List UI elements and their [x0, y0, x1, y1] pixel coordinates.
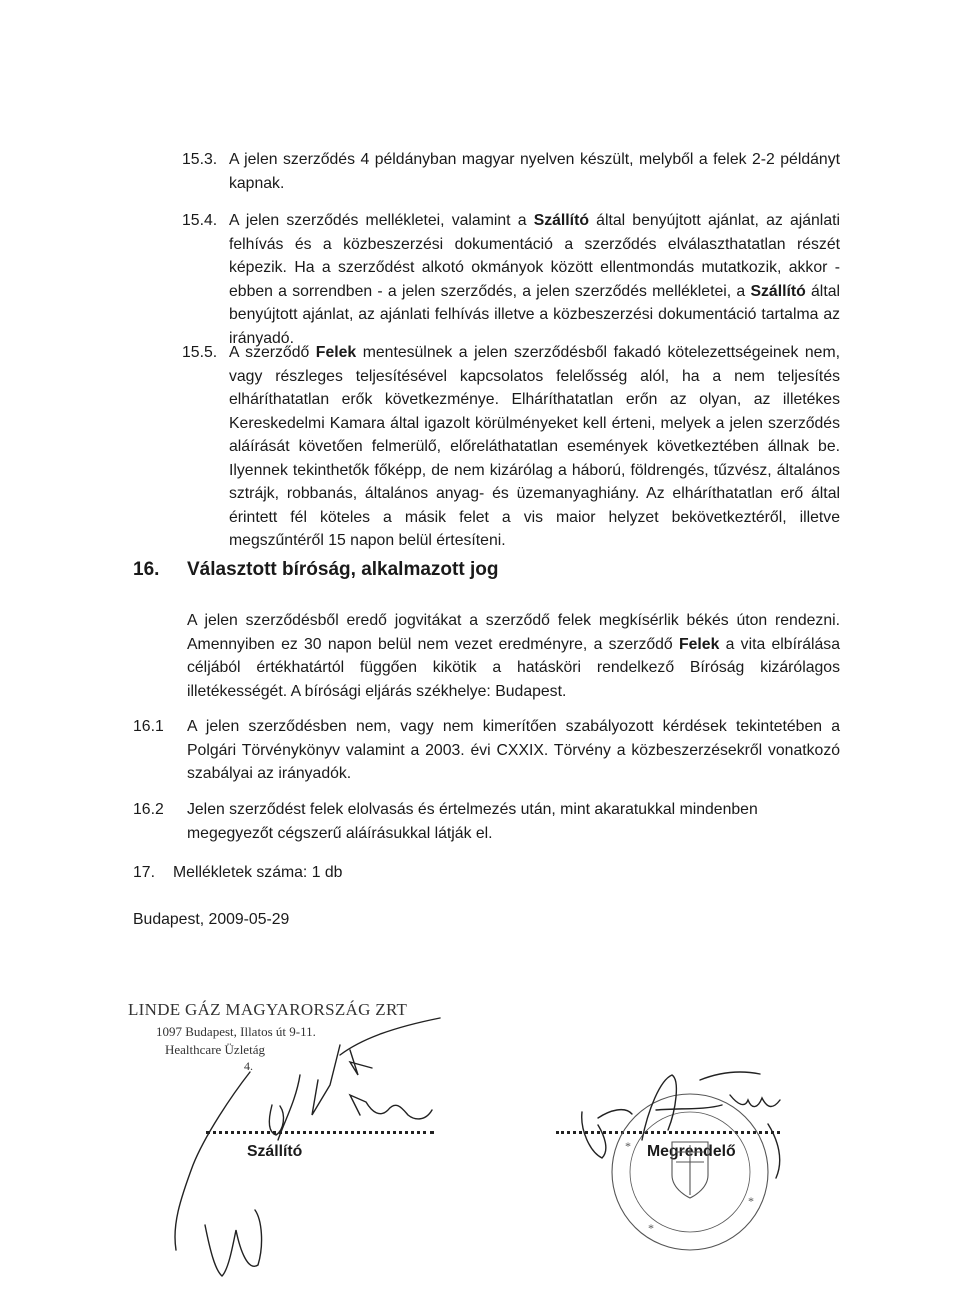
svg-text:*: * — [625, 1139, 631, 1153]
clause-15-5-text: A szerződő Felek mentesülnek a jelen szerződésből fakadó kötelezettségeinek nem, vagy részleges teljesítésével kapcsolatos felelősség alól, ha a nem teljesítés elháríthatatlan erők következménye. Elháríthatatlan erőn az olyan, az illetékes Kereskedelmi Kamara által igazolt körülményeket kell érteni, melyek a jelen szerződés aláírását követően felmerülő, előreláthatatlan események következtében állnak be. Ilyennek tekinthetők főképp, de nem kizárólag a háború, földrengés, tűzvész, általános sztrájk, robbanás, általános anyag- és üzemanyaghiány. Az elháríthatatlan erő által érintett fél köteles a másik felet a vis maior helyzet bekövetkeztéről, illetve megszűntéről 15 napon belül értesíteni. — [229, 344, 840, 549]
clause-number-15-5: 15.5. — [182, 344, 218, 361]
clause-number-16-1: 16.1 — [133, 718, 164, 735]
supplier-stamp-division: Healthcare Üzletág — [165, 1042, 265, 1057]
supplier-stamp-name: LINDE GÁZ MAGYARORSZÁG ZRT — [128, 1000, 408, 1019]
clause-number-17: 17. — [133, 864, 155, 881]
clause-15-4-text: A jelen szerződés mellékletei, valamint a Szállító által benyújtott ajánlat, az ajánlati felhívás és a közbeszerzési dokumentáció a szerződés elválaszthatatlan részét képezik. Ha a szerződést alkotó okmányok között ellentmondás mutatkozik, akkor - ebben a sorrendben - a jelen szerződés, a jelen szerződés mellékletei, a Szállító által benyújtott ajánlat, az ajánlati felhívás illetve a közbeszerzési dokumentáció tartalma az irányadó. — [229, 212, 841, 347]
supplier-stamp-address: 1097 Budapest, Illatos út 9-11. — [156, 1024, 316, 1039]
clause-number-16-2: 16.2 — [133, 801, 164, 818]
supplier-signature-label: Szállító — [247, 1143, 303, 1160]
section-title-16: Választott bíróság, alkalmazott jog — [187, 559, 499, 580]
clause-16-2-text: Jelen szerződést felek elolvasás és értelmezés után, mint akaratukkal mindenben megegyezőt cégszerű aláírásukkal látják el. — [187, 801, 758, 842]
customer-signature-label: Megrendelő — [647, 1143, 736, 1160]
clause-15-3-text: A jelen szerződés 4 példányban magyar nyelven készült, melyből a felek 2-2 példányt kapnak. — [229, 151, 840, 192]
clause-16-1-text: A jelen szerződésben nem, vagy nem kimerítően szabályozott kérdések tekintetében a Polgári Törvénykönyv valamint a 2003. évi CXXIX. Törvény a közbeszerzésekről vonatkozó szabályai az irányadók. — [187, 718, 840, 782]
svg-text:*: * — [748, 1194, 754, 1208]
clause-number-15-3: 15.3. — [182, 151, 218, 168]
svg-text:*: * — [648, 1221, 654, 1235]
section-16-text: A jelen szerződésből eredő jogvitákat a szerződő felek megkísérlik békés úton rendezni. Amennyiben ez 30 napon belül nem vezet eredményre, a szerződő Felek a vita elbírálása céljából értékhatártól függően kikötik a hatásköri rendelkező Bíróság kizárólagos illetékességét. A bírósági eljárás székhelye: Budapest. — [187, 612, 840, 700]
clause-number-15-4: 15.4. — [182, 212, 218, 229]
section-number-16: 16. — [133, 559, 160, 580]
place-date: Budapest, 2009-05-29 — [133, 911, 290, 928]
supplier-stamp-number: 4. — [244, 1059, 253, 1073]
clause-17-text: Mellékletek száma: 1 db — [173, 864, 343, 881]
